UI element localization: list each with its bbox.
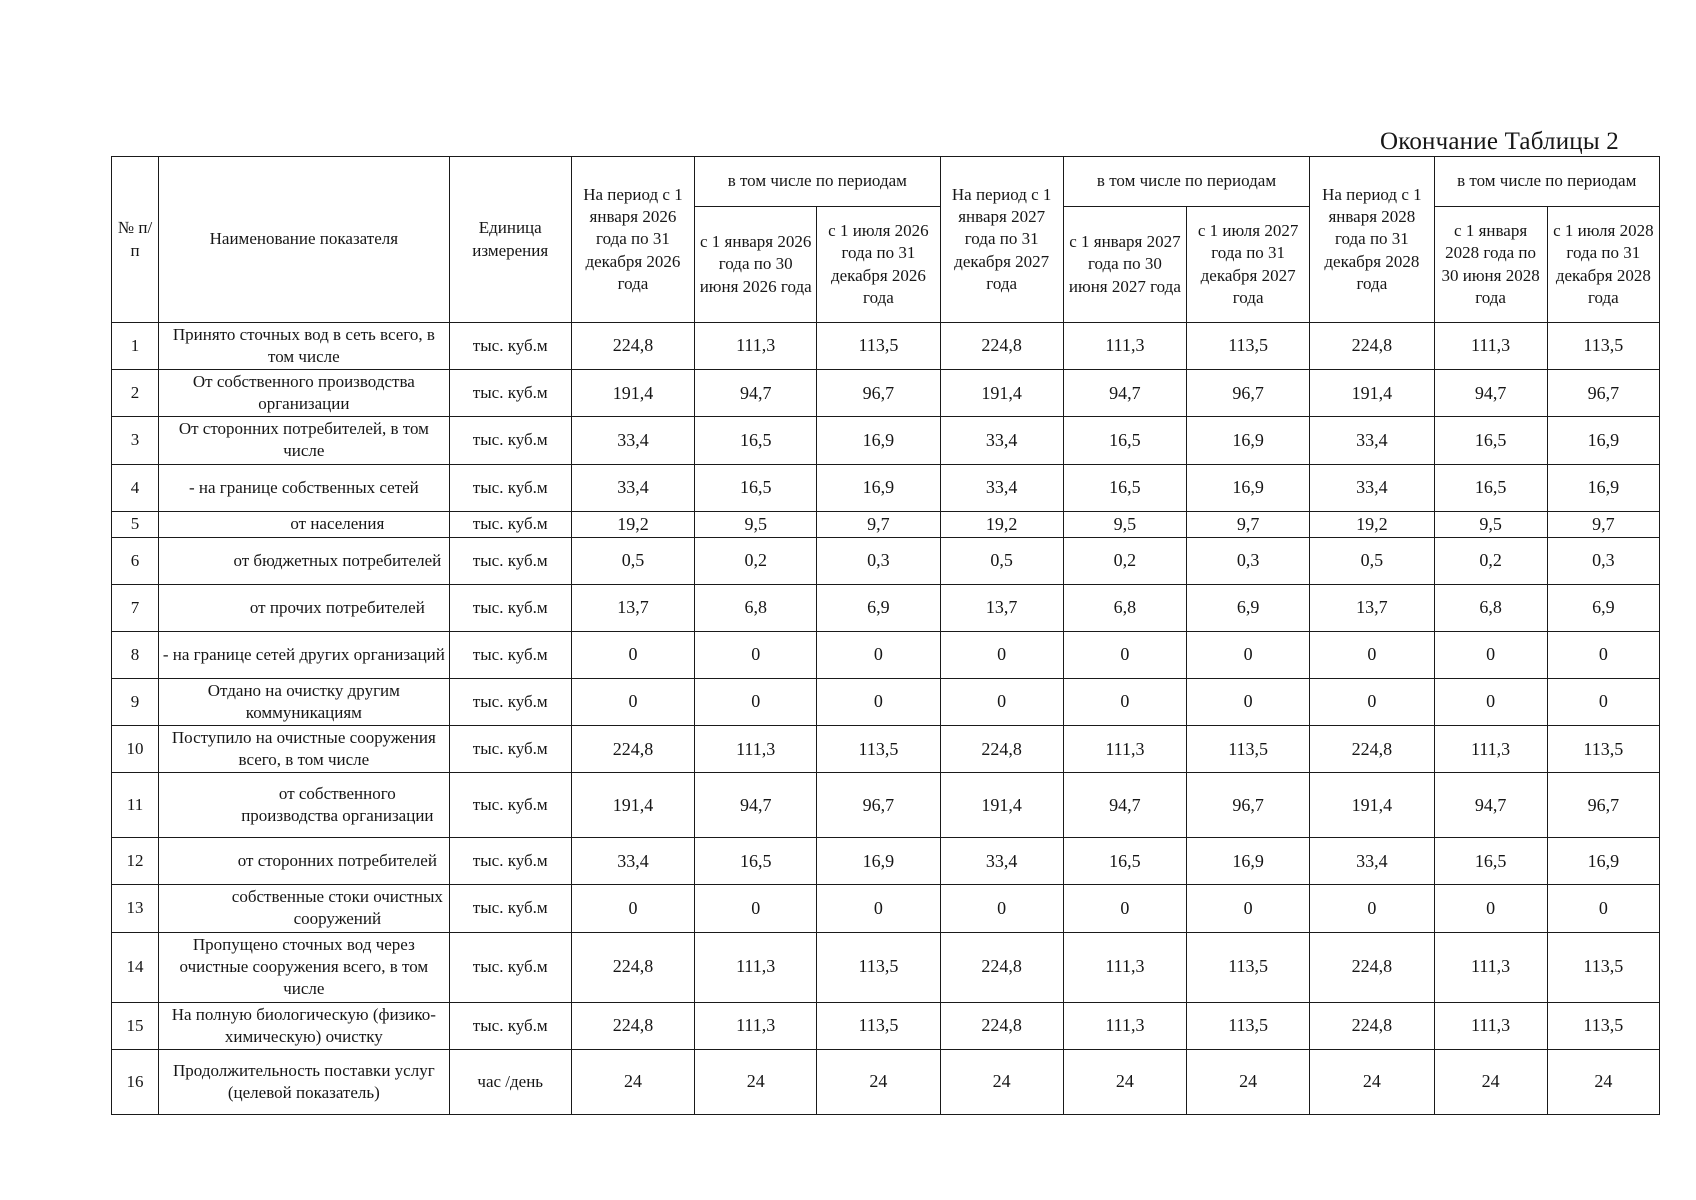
value-cell: 0 — [1063, 631, 1186, 678]
value-cell: 16,5 — [1434, 417, 1547, 464]
value-cell: 24 — [571, 1049, 694, 1114]
unit-cell: тыс. куб.м — [449, 932, 571, 1002]
value-cell: 0 — [1547, 631, 1659, 678]
row-number: 14 — [112, 932, 159, 1002]
value-cell: 6,8 — [1063, 584, 1186, 631]
table-row — [112, 584, 1660, 631]
value-cell: 94,7 — [1434, 370, 1547, 417]
indicator-name: На полную биологическую (физико-химическую) очистку — [159, 1002, 450, 1049]
value-cell: 13,7 — [571, 584, 694, 631]
table-row — [112, 537, 1660, 584]
table-row — [112, 1002, 1660, 1049]
value-cell: 0,5 — [940, 537, 1063, 584]
table-row — [112, 464, 1660, 511]
value-cell: 0 — [1187, 885, 1310, 932]
value-cell: 224,8 — [571, 726, 694, 773]
value-cell: 191,4 — [940, 370, 1063, 417]
value-cell: 111,3 — [695, 726, 817, 773]
value-cell: 113,5 — [817, 323, 940, 370]
indicator-name: От собственного производства организации — [159, 370, 450, 417]
value-cell: 111,3 — [1434, 1002, 1547, 1049]
value-cell: 94,7 — [1063, 773, 1186, 838]
value-cell: 111,3 — [1434, 323, 1547, 370]
row-number: 4 — [112, 464, 159, 511]
value-cell: 16,9 — [817, 838, 940, 885]
indicator-name: - на границе собственных сетей — [159, 464, 450, 511]
value-cell: 24 — [1310, 1049, 1434, 1114]
value-cell: 9,7 — [1547, 511, 1659, 537]
value-cell: 111,3 — [1434, 726, 1547, 773]
value-cell: 6,9 — [1547, 584, 1659, 631]
col-header-h2-2027: с 1 июля 2027 года по 31 декабря 2027 года — [1187, 207, 1310, 323]
value-cell: 24 — [1063, 1049, 1186, 1114]
value-cell: 24 — [695, 1049, 817, 1114]
col-header-year-2027: На период с 1 января 2027 года по 31 декабря 2027 года — [940, 157, 1063, 323]
value-cell: 113,5 — [817, 932, 940, 1002]
value-cell: 33,4 — [940, 838, 1063, 885]
value-cell: 96,7 — [1187, 370, 1310, 417]
row-number: 11 — [112, 773, 159, 838]
table-row — [112, 417, 1660, 464]
indicator-name: Поступило на очистные сооружения всего, в том числе — [159, 726, 450, 773]
value-cell: 0 — [571, 631, 694, 678]
value-cell: 111,3 — [1063, 726, 1186, 773]
header-row — [112, 157, 1660, 207]
value-cell: 0 — [695, 885, 817, 932]
value-cell: 0 — [940, 631, 1063, 678]
col-header-h1-2026: с 1 января 2026 года по 30 июня 2026 года — [695, 207, 817, 323]
value-cell: 33,4 — [571, 838, 694, 885]
value-cell: 19,2 — [940, 511, 1063, 537]
value-cell: 24 — [1547, 1049, 1659, 1114]
value-cell: 113,5 — [1187, 1002, 1310, 1049]
value-cell: 0 — [1310, 631, 1434, 678]
row-number: 9 — [112, 678, 159, 725]
value-cell: 0 — [817, 678, 940, 725]
value-cell: 16,9 — [1187, 464, 1310, 511]
value-cell: 24 — [817, 1049, 940, 1114]
value-cell: 0,2 — [695, 537, 817, 584]
value-cell: 33,4 — [1310, 417, 1434, 464]
row-number: 10 — [112, 726, 159, 773]
unit-cell: тыс. куб.м — [449, 584, 571, 631]
unit-cell: тыс. куб.м — [449, 1002, 571, 1049]
value-cell: 9,5 — [1434, 511, 1547, 537]
unit-cell: тыс. куб.м — [449, 678, 571, 725]
value-cell: 9,5 — [1063, 511, 1186, 537]
value-cell: 224,8 — [571, 932, 694, 1002]
value-cell: 0 — [695, 631, 817, 678]
value-cell: 13,7 — [940, 584, 1063, 631]
value-cell: 33,4 — [1310, 464, 1434, 511]
value-cell: 16,5 — [1063, 838, 1186, 885]
value-cell: 96,7 — [1547, 370, 1659, 417]
indicator-name: Продолжительность поставки услуг (целевой показатель) — [159, 1049, 450, 1114]
value-cell: 9,7 — [1187, 511, 1310, 537]
indicator-name: от собственного производства организации — [159, 773, 450, 838]
value-cell: 111,3 — [1063, 323, 1186, 370]
value-cell: 224,8 — [1310, 932, 1434, 1002]
value-cell: 0 — [1547, 885, 1659, 932]
value-cell: 0 — [1063, 885, 1186, 932]
unit-cell: тыс. куб.м — [449, 726, 571, 773]
value-cell: 0,5 — [571, 537, 694, 584]
value-cell: 0 — [940, 885, 1063, 932]
value-cell: 16,5 — [1063, 464, 1186, 511]
col-header-periods-2027: в том числе по периодам — [1063, 157, 1309, 207]
value-cell: 224,8 — [571, 323, 694, 370]
indicator-name: собственные стоки очистных сооружений — [159, 885, 450, 932]
value-cell: 224,8 — [571, 1002, 694, 1049]
value-cell: 94,7 — [695, 370, 817, 417]
value-cell: 111,3 — [1063, 1002, 1186, 1049]
value-cell: 6,9 — [1187, 584, 1310, 631]
unit-cell: тыс. куб.м — [449, 417, 571, 464]
col-header-h1-2027: с 1 января 2027 года по 30 июня 2027 года — [1063, 207, 1186, 323]
value-cell: 113,5 — [1187, 323, 1310, 370]
indicator-name: Принято сточных вод в сеть всего, в том числе — [159, 323, 450, 370]
value-cell: 0 — [571, 678, 694, 725]
value-cell: 224,8 — [1310, 726, 1434, 773]
value-cell: 16,5 — [695, 464, 817, 511]
value-cell: 0,2 — [1434, 537, 1547, 584]
value-cell: 0,2 — [1063, 537, 1186, 584]
value-cell: 0 — [1434, 885, 1547, 932]
value-cell: 191,4 — [940, 773, 1063, 838]
indicator-name: от бюджетных потребителей — [159, 537, 450, 584]
value-cell: 0 — [571, 885, 694, 932]
table-row — [112, 885, 1660, 932]
col-header-year-2026: На период с 1 января 2026 года по 31 декабря 2026 года — [571, 157, 694, 323]
unit-cell: тыс. куб.м — [449, 537, 571, 584]
value-cell: 0 — [1434, 631, 1547, 678]
indicator-name: от населения — [159, 511, 450, 537]
value-cell: 16,9 — [1547, 417, 1659, 464]
row-number: 2 — [112, 370, 159, 417]
value-cell: 13,7 — [1310, 584, 1434, 631]
unit-cell: час /день — [449, 1049, 571, 1114]
value-cell: 0 — [817, 631, 940, 678]
col-header-name: Наименование показателя — [159, 157, 450, 323]
indicator-name: Отдано на очистку другим коммуникациям — [159, 678, 450, 725]
value-cell: 191,4 — [1310, 370, 1434, 417]
col-header-year-2028: На период с 1 января 2028 года по 31 декабря 2028 года — [1310, 157, 1434, 323]
unit-cell: тыс. куб.м — [449, 885, 571, 932]
table-row — [112, 370, 1660, 417]
value-cell: 0 — [1547, 678, 1659, 725]
value-cell: 16,9 — [817, 417, 940, 464]
value-cell: 16,9 — [1187, 417, 1310, 464]
value-cell: 19,2 — [571, 511, 694, 537]
row-number: 12 — [112, 838, 159, 885]
value-cell: 33,4 — [571, 417, 694, 464]
indicators-table — [111, 156, 1660, 1115]
value-cell: 16,5 — [1063, 417, 1186, 464]
value-cell: 24 — [1187, 1049, 1310, 1114]
unit-cell: тыс. куб.м — [449, 838, 571, 885]
value-cell: 9,5 — [695, 511, 817, 537]
value-cell: 6,8 — [1434, 584, 1547, 631]
table-row — [112, 838, 1660, 885]
col-header-periods-2026: в том числе по периодам — [695, 157, 940, 207]
value-cell: 96,7 — [1547, 773, 1659, 838]
value-cell: 16,9 — [1547, 838, 1659, 885]
row-number: 15 — [112, 1002, 159, 1049]
value-cell: 94,7 — [1063, 370, 1186, 417]
value-cell: 191,4 — [571, 773, 694, 838]
row-number: 8 — [112, 631, 159, 678]
value-cell: 0 — [940, 678, 1063, 725]
value-cell: 16,5 — [1434, 464, 1547, 511]
value-cell: 33,4 — [940, 464, 1063, 511]
table-row — [112, 631, 1660, 678]
value-cell: 191,4 — [1310, 773, 1434, 838]
value-cell: 0 — [1434, 678, 1547, 725]
value-cell: 96,7 — [817, 370, 940, 417]
col-header-unit: Единица измерения — [449, 157, 571, 323]
col-header-h2-2026: с 1 июля 2026 года по 31 декабря 2026 года — [817, 207, 940, 323]
value-cell: 0 — [1063, 678, 1186, 725]
value-cell: 113,5 — [1187, 726, 1310, 773]
value-cell: 0 — [817, 885, 940, 932]
value-cell: 0 — [1310, 885, 1434, 932]
value-cell: 9,7 — [817, 511, 940, 537]
table-row — [112, 1049, 1660, 1114]
table-caption: Окончание Таблицы 2 — [1380, 128, 1620, 155]
value-cell: 111,3 — [695, 932, 817, 1002]
value-cell: 113,5 — [1187, 932, 1310, 1002]
unit-cell: тыс. куб.м — [449, 464, 571, 511]
table-row — [112, 932, 1660, 1002]
value-cell: 33,4 — [571, 464, 694, 511]
value-cell: 33,4 — [1310, 838, 1434, 885]
col-header-periods-2028: в том числе по периодам — [1434, 157, 1660, 207]
value-cell: 111,3 — [695, 1002, 817, 1049]
value-cell: 16,5 — [1434, 838, 1547, 885]
value-cell: 16,9 — [1547, 464, 1659, 511]
value-cell: 0,3 — [1187, 537, 1310, 584]
table-row — [112, 511, 1660, 537]
value-cell: 113,5 — [1547, 323, 1659, 370]
value-cell: 113,5 — [817, 1002, 940, 1049]
indicator-name: от прочих потребителей — [159, 584, 450, 631]
row-number: 1 — [112, 323, 159, 370]
value-cell: 113,5 — [817, 726, 940, 773]
value-cell: 0,3 — [1547, 537, 1659, 584]
indicator-name: Пропущено сточных вод через очистные сооружения всего, в том числе — [159, 932, 450, 1002]
indicator-name: От сторонних потребителей, в том числе — [159, 417, 450, 464]
value-cell: 0 — [1187, 631, 1310, 678]
value-cell: 111,3 — [1434, 932, 1547, 1002]
table-row — [112, 678, 1660, 725]
value-cell: 24 — [1434, 1049, 1547, 1114]
value-cell: 16,5 — [695, 838, 817, 885]
unit-cell: тыс. куб.м — [449, 511, 571, 537]
row-number: 6 — [112, 537, 159, 584]
value-cell: 0 — [695, 678, 817, 725]
value-cell: 0,5 — [1310, 537, 1434, 584]
col-header-number: № п/ п — [112, 157, 159, 323]
row-number: 5 — [112, 511, 159, 537]
table-row — [112, 323, 1660, 370]
unit-cell: тыс. куб.м — [449, 323, 571, 370]
row-number: 7 — [112, 584, 159, 631]
value-cell: 94,7 — [1434, 773, 1547, 838]
table-body — [112, 323, 1660, 1115]
row-number: 13 — [112, 885, 159, 932]
value-cell: 113,5 — [1547, 1002, 1659, 1049]
value-cell: 0,3 — [817, 537, 940, 584]
value-cell: 0 — [1310, 678, 1434, 725]
table-row — [112, 726, 1660, 773]
value-cell: 94,7 — [695, 773, 817, 838]
value-cell: 96,7 — [817, 773, 940, 838]
value-cell: 224,8 — [1310, 323, 1434, 370]
value-cell: 224,8 — [1310, 1002, 1434, 1049]
unit-cell: тыс. куб.м — [449, 631, 571, 678]
value-cell: 111,3 — [695, 323, 817, 370]
value-cell: 19,2 — [1310, 511, 1434, 537]
indicator-name: - на границе сетей других организаций — [159, 631, 450, 678]
value-cell: 16,9 — [817, 464, 940, 511]
value-cell: 224,8 — [940, 323, 1063, 370]
row-number: 16 — [112, 1049, 159, 1114]
value-cell: 111,3 — [1063, 932, 1186, 1002]
value-cell: 224,8 — [940, 1002, 1063, 1049]
value-cell: 224,8 — [940, 932, 1063, 1002]
unit-cell: тыс. куб.м — [449, 370, 571, 417]
value-cell: 24 — [940, 1049, 1063, 1114]
value-cell: 224,8 — [940, 726, 1063, 773]
value-cell: 191,4 — [571, 370, 694, 417]
row-number: 3 — [112, 417, 159, 464]
value-cell: 113,5 — [1547, 932, 1659, 1002]
value-cell: 0 — [1187, 678, 1310, 725]
value-cell: 96,7 — [1187, 773, 1310, 838]
value-cell: 16,5 — [695, 417, 817, 464]
value-cell: 16,9 — [1187, 838, 1310, 885]
unit-cell: тыс. куб.м — [449, 773, 571, 838]
value-cell: 6,9 — [817, 584, 940, 631]
value-cell: 113,5 — [1547, 726, 1659, 773]
table-row — [112, 773, 1660, 838]
col-header-h1-2028: с 1 января 2028 года по 30 июня 2028 года — [1434, 207, 1547, 323]
indicator-name: от сторонних потребителей — [159, 838, 450, 885]
value-cell: 6,8 — [695, 584, 817, 631]
col-header-h2-2028: с 1 июля 2028 года по 31 декабря 2028 года — [1547, 207, 1659, 323]
value-cell: 33,4 — [940, 417, 1063, 464]
